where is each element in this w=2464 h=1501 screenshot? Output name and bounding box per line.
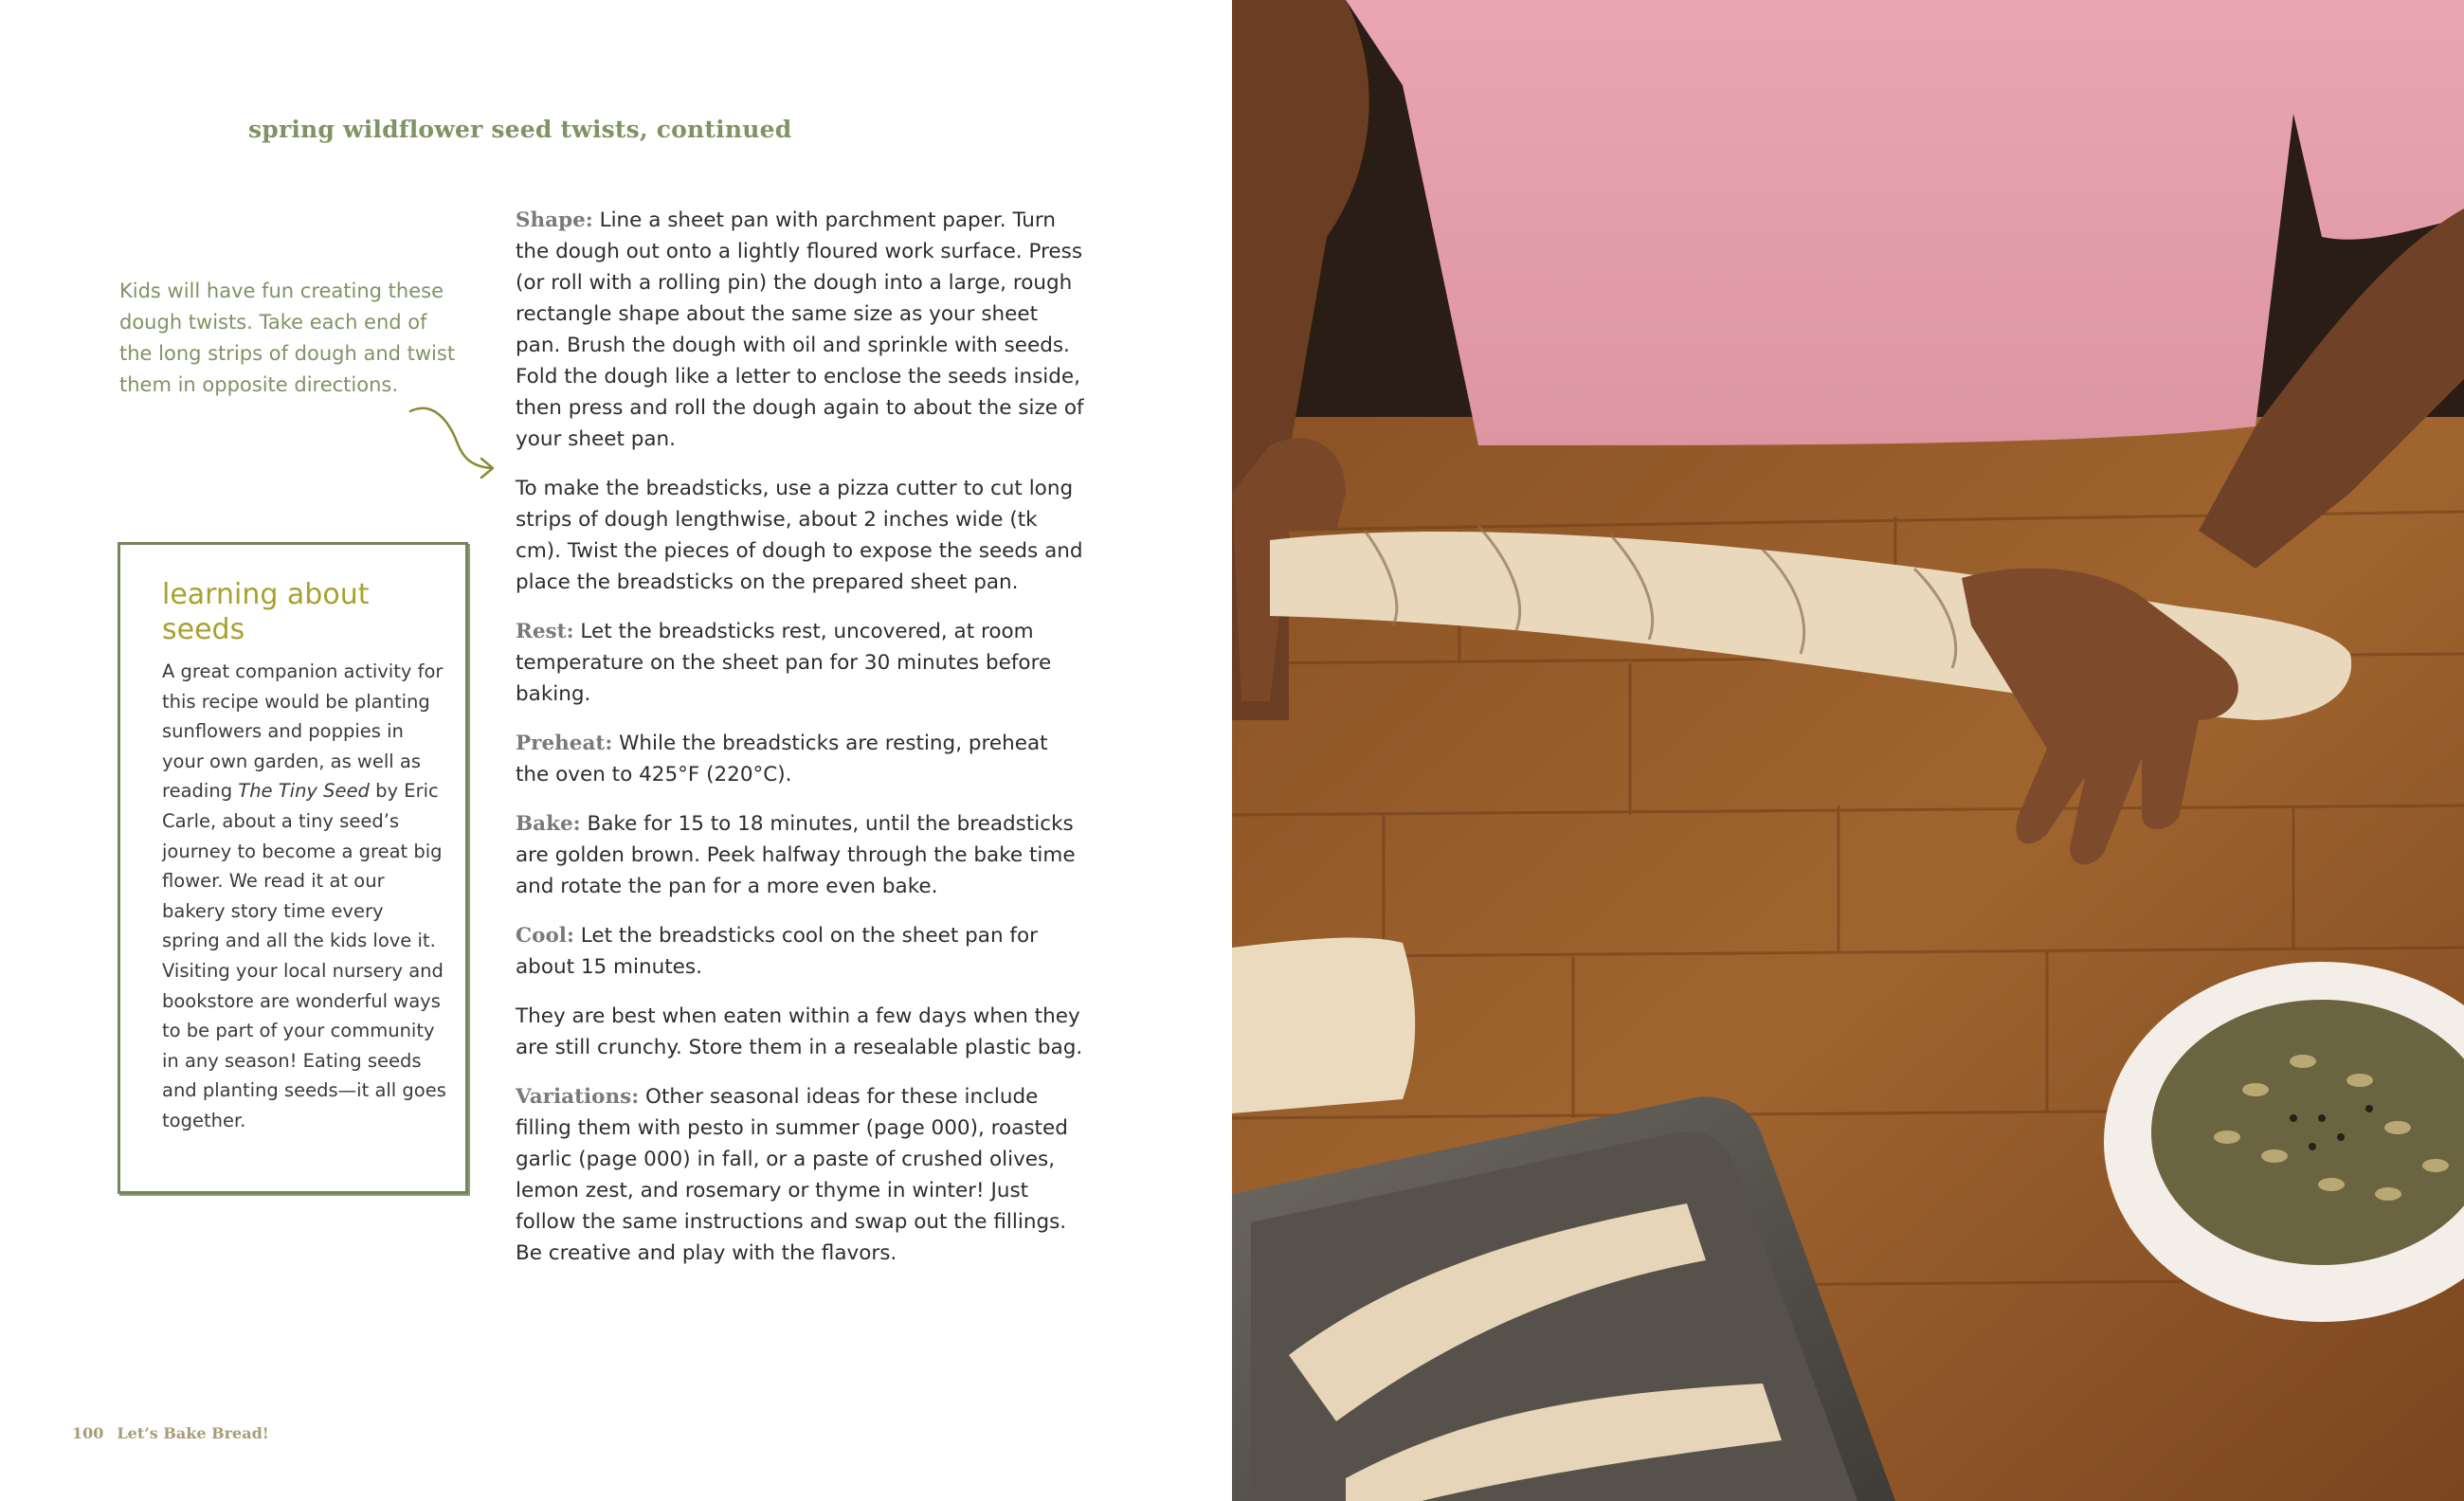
sidebar-book-title: The Tiny Seed [238, 780, 370, 803]
step-text: Let the breadsticks rest, uncovered, at room temperature on the sheet pan for 30 minutes before baking. [516, 620, 1052, 706]
step-paragraph [516, 473, 1084, 598]
step-label: Preheat: [516, 732, 613, 755]
footer-book-title: Let’s Bake Bread! [117, 1424, 269, 1442]
step-text: Other seasonal ideas for these include filling them with pesto in summer (page 000), roasted garlic (page 000) in fall, or a paste of crushed olives, lemon zest, and rosemary or thyme in winter! Just follow the same instructions and swap out the fillings. Be creative and play with the flavors. [516, 1085, 1068, 1265]
step-text: While the breadsticks are resting, preheat the oven to 425°F (220°C). [516, 732, 1048, 787]
sidebar-body [162, 657, 446, 1136]
step-text: They are best when eaten within a few days when they are still crunchy. Store them in a resealable plastic bag. [516, 1004, 1083, 1059]
step-paragraph [516, 920, 1084, 983]
margin-note: Kids will have fun creating these dough twists. Take each end of the long strips of dough and twist them in opposite directions. [119, 280, 456, 396]
step-label: Variations: [516, 1085, 640, 1109]
page-footer [72, 1424, 282, 1442]
step-paragraph [516, 616, 1084, 710]
step-text: Let the breadsticks cool on the sheet pan for about 15 minutes. [516, 924, 1038, 979]
step-label: Cool: [516, 924, 574, 948]
sidebar-title: learning about seeds [162, 578, 370, 646]
sidebar-text-2: by Eric Carle, about a tiny seed’s journey to become a great big flower. We read it at our bakery story time every spring and all the kids love it. Visiting your local nursery and bookstore are wonderful ways to be part of your community in any season! Eating seeds and planting seeds—it all goes together. [162, 780, 446, 1131]
step-paragraph [516, 205, 1084, 455]
step-label: Bake: [516, 812, 581, 836]
step-text: Line a sheet pan with parchment paper. Turn the dough out onto a lightly floured work surface. Press (or roll with a rolling pin) the dough into a large, rough rectangle shape about the same size as your sheet pan. Brush the dough with oil and sprinkle with seeds. Fold the dough like a letter to enclose the seeds inside, then press and roll the dough again to about the size of your sheet pan. [516, 208, 1084, 451]
step-label: Rest: [516, 620, 574, 643]
page-number: 100 [72, 1424, 104, 1442]
step-text: To make the breadsticks, use a pizza cutter to cut long strips of dough lengthwise, about 2 inches wide (tk cm). Twist the pieces of dough to expose the seeds and place the breadsticks on the prepared sheet pan. [516, 477, 1083, 594]
step-paragraph [516, 728, 1084, 790]
step-label: Shape: [516, 208, 593, 232]
step-paragraph [516, 808, 1084, 902]
step-paragraph [516, 1001, 1084, 1063]
step-paragraph [516, 1081, 1084, 1269]
step-text: Bake for 15 to 18 minutes, until the breadsticks are golden brown. Peek halfway through the bake time and rotate the pan for a more even bake. [516, 812, 1076, 898]
sidebar-box [118, 542, 468, 1194]
photo-illustration [1232, 0, 2464, 1501]
curved-arrow-icon [408, 402, 502, 479]
sidebar-text-1: A great companion activity for this recipe would be planting sunflowers and poppies in your own garden, as well as reading [162, 660, 444, 803]
dough-piece [1232, 938, 1415, 1113]
kitchen-photo [1232, 0, 2464, 1501]
recipe-steps [516, 205, 1084, 1287]
running-head: spring wildflower seed twists, continued [248, 116, 792, 143]
